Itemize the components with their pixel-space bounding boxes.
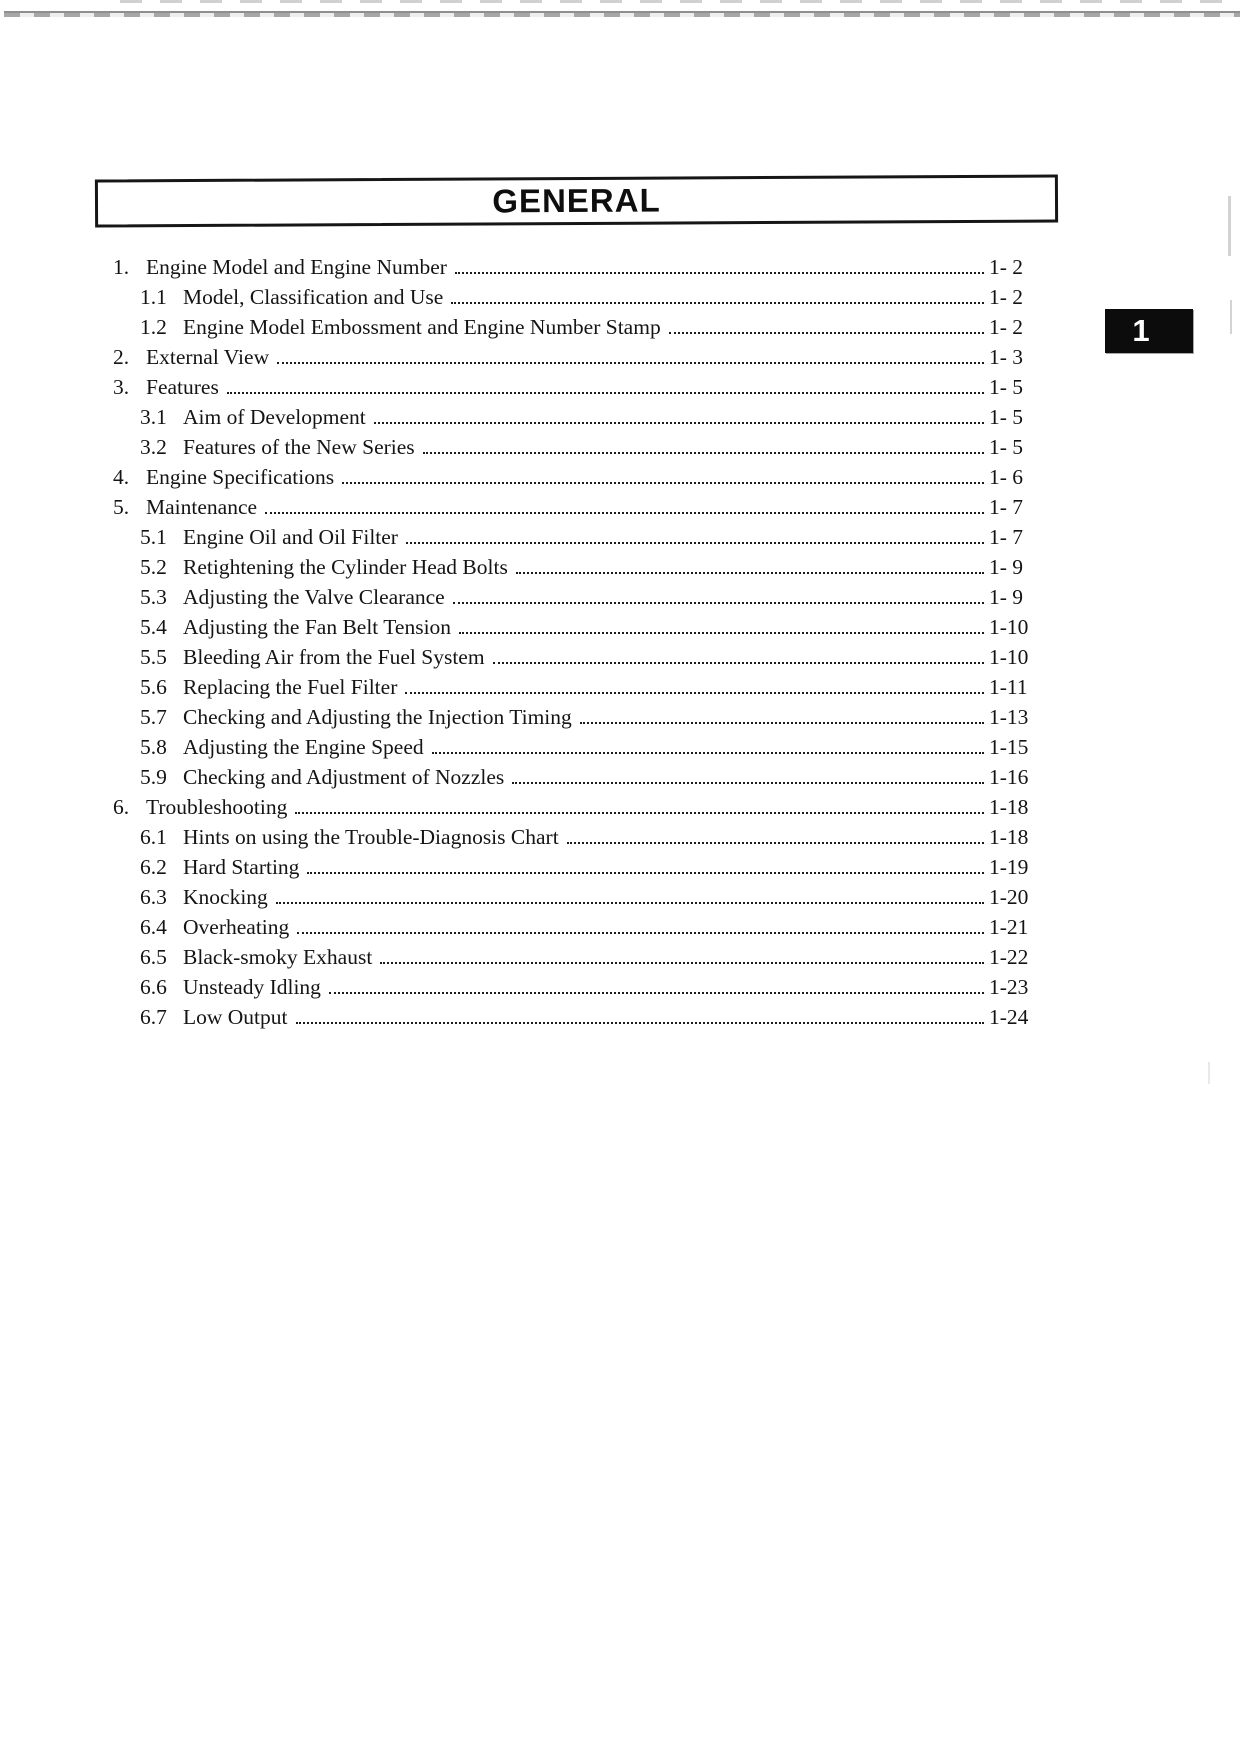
toc-entry-page: 1-10 <box>989 645 1029 669</box>
dot-leader-icon <box>459 630 984 634</box>
toc-entry-title: Maintenance <box>146 495 258 519</box>
toc-entry-page: 1-21 <box>989 915 1029 939</box>
dot-leader-icon <box>295 810 984 814</box>
toc-entry-page: 1-10 <box>989 615 1029 639</box>
toc-entry-page: 1- 2 <box>989 315 1024 339</box>
toc-entry-title: Adjusting the Fan Belt Tension <box>183 615 452 639</box>
dot-leader-icon <box>405 690 984 694</box>
toc-entry <box>113 282 1045 312</box>
dot-leader-icon <box>374 420 984 424</box>
toc-entry <box>113 402 1045 432</box>
toc-entry <box>113 312 1045 342</box>
dot-leader-icon <box>423 450 984 454</box>
toc-entry-page: 1- 7 <box>989 495 1024 519</box>
scan-top-line <box>4 11 1240 17</box>
toc-entry-page: 1-23 <box>989 975 1029 999</box>
toc-entry-title: Features of the New Series <box>183 435 415 459</box>
scan-edge-artifact <box>120 0 1240 3</box>
toc-entry-number: 1. <box>113 255 130 279</box>
toc-entry-number: 1.1 <box>140 285 167 309</box>
toc-entry <box>113 612 1045 642</box>
toc-entry-title: Engine Model and Engine Number <box>146 255 447 279</box>
toc-entry-title: Model, Classification and Use <box>183 285 444 309</box>
toc-entry-page: 1- 3 <box>989 345 1024 369</box>
toc-entry-number: 6.6 <box>140 975 167 999</box>
toc-entry <box>113 1002 1045 1032</box>
toc-entry-page: 1- 6 <box>989 465 1024 489</box>
toc-entry <box>113 972 1045 1002</box>
toc-entry-number: 6.2 <box>140 855 167 879</box>
toc-entry-number: 5.3 <box>140 585 167 609</box>
toc-entry-title: Engine Model Embossment and Engine Number Stamp <box>183 315 661 339</box>
dot-leader-icon <box>342 480 984 484</box>
toc-entry-title: Troubleshooting <box>146 795 288 819</box>
dot-leader-icon <box>276 900 984 904</box>
dot-leader-icon <box>380 960 984 964</box>
toc-entry <box>113 372 1045 402</box>
toc-entry-title: Black-smoky Exhaust <box>183 945 373 969</box>
toc-entry-title: Knocking <box>183 885 268 909</box>
toc-entry-number: 5.9 <box>140 765 167 789</box>
dot-leader-icon <box>265 510 984 514</box>
toc-entry-number: 5.5 <box>140 645 167 669</box>
toc-entry <box>113 792 1045 822</box>
dot-leader-icon <box>493 660 984 664</box>
dot-leader-icon <box>453 600 984 604</box>
toc-entry <box>113 582 1045 612</box>
toc-entry-title: Features <box>146 375 219 399</box>
toc-entry-number: 4. <box>113 465 130 489</box>
scan-speck <box>1230 300 1232 334</box>
toc-entry-page: 1-16 <box>989 765 1029 789</box>
toc-entry-page: 1-20 <box>989 885 1029 909</box>
toc-entry-title: External View <box>146 345 270 369</box>
toc-entry-page: 1-24 <box>989 1005 1029 1029</box>
toc-entry-page: 1- 2 <box>989 255 1024 279</box>
toc-entry <box>113 432 1045 462</box>
dot-leader-icon <box>451 300 984 304</box>
toc-entry-page: 1- 5 <box>989 375 1024 399</box>
toc-entry-title: Bleeding Air from the Fuel System <box>183 645 485 669</box>
dot-leader-icon <box>512 780 984 784</box>
table-of-contents <box>113 252 1045 1032</box>
dot-leader-icon <box>227 390 984 394</box>
toc-entry-page: 1-19 <box>989 855 1029 879</box>
dot-leader-icon <box>296 1020 984 1024</box>
toc-entry-number: 6.5 <box>140 945 167 969</box>
toc-entry-title: Engine Specifications <box>146 465 335 489</box>
toc-entry-page: 1-22 <box>989 945 1029 969</box>
toc-entry <box>113 942 1045 972</box>
toc-entry-number: 2. <box>113 345 130 369</box>
toc-entry-number: 6.3 <box>140 885 167 909</box>
toc-entry-number: 3. <box>113 375 130 399</box>
toc-entry-page: 1-13 <box>989 705 1029 729</box>
toc-entry-page: 1-11 <box>989 675 1028 699</box>
toc-entry-page: 1-18 <box>989 825 1029 849</box>
toc-entry-title: Aim of Development <box>183 405 366 429</box>
toc-entry-title: Retightening the Cylinder Head Bolts <box>183 555 508 579</box>
dot-leader-icon <box>329 990 984 994</box>
toc-entry-page: 1- 5 <box>989 405 1024 429</box>
toc-entry-number: 6.1 <box>140 825 167 849</box>
toc-entry-number: 6.4 <box>140 915 167 939</box>
dot-leader-icon <box>406 540 984 544</box>
toc-entry <box>113 702 1045 732</box>
toc-entry <box>113 762 1045 792</box>
toc-entry-title: Engine Oil and Oil Filter <box>183 525 398 549</box>
toc-entry <box>113 552 1045 582</box>
toc-entry <box>113 822 1045 852</box>
scan-speck <box>1228 196 1231 256</box>
toc-entry-number: 5.4 <box>140 615 167 639</box>
section-title: GENERAL <box>492 181 661 220</box>
toc-entry-number: 3.2 <box>140 435 167 459</box>
toc-entry-number: 5.2 <box>140 555 167 579</box>
toc-entry-title: Hints on using the Trouble-Diagnosis Chart <box>183 825 559 849</box>
toc-entry-title: Checking and Adjustment of Nozzles <box>183 765 505 789</box>
dot-leader-icon <box>567 840 984 844</box>
toc-entry-title: Unsteady Idling <box>183 975 321 999</box>
toc-entry-title: Adjusting the Engine Speed <box>183 735 424 759</box>
toc-entry-number: 5.8 <box>140 735 167 759</box>
toc-entry-number: 3.1 <box>140 405 167 429</box>
toc-entry <box>113 732 1045 762</box>
toc-entry-title: Overheating <box>183 915 290 939</box>
toc-entry-title: Hard Starting <box>183 855 300 879</box>
toc-entry-page: 1-15 <box>989 735 1029 759</box>
toc-entry-number: 5.1 <box>140 525 167 549</box>
scan-speck <box>1208 1062 1210 1084</box>
toc-entry-title: Low Output <box>183 1005 288 1029</box>
toc-entry-number: 5.6 <box>140 675 167 699</box>
dot-leader-icon <box>307 870 984 874</box>
dot-leader-icon <box>669 330 984 334</box>
dot-leader-icon <box>277 360 984 364</box>
section-title-box <box>95 174 1058 227</box>
toc-entry-page: 1-18 <box>989 795 1029 819</box>
toc-entry-page: 1- 9 <box>989 585 1024 609</box>
toc-entry-page: 1- 7 <box>989 525 1024 549</box>
toc-entry-number: 6.7 <box>140 1005 167 1029</box>
toc-entry-number: 5.7 <box>140 705 167 729</box>
toc-entry-page: 1- 5 <box>989 435 1024 459</box>
toc-entry <box>113 462 1045 492</box>
toc-entry <box>113 882 1045 912</box>
dot-leader-icon <box>580 720 984 724</box>
dot-leader-icon <box>516 570 984 574</box>
toc-entry-number: 5. <box>113 495 130 519</box>
toc-entry <box>113 342 1045 372</box>
toc-entry-title: Adjusting the Valve Clearance <box>183 585 445 609</box>
toc-entry-page: 1- 2 <box>989 285 1024 309</box>
toc-entry <box>113 852 1045 882</box>
toc-entry-page: 1- 9 <box>989 555 1024 579</box>
toc-entry <box>113 912 1045 942</box>
toc-entry <box>113 642 1045 672</box>
dot-leader-icon <box>455 270 984 274</box>
toc-entry-number: 1.2 <box>140 315 167 339</box>
toc-entry-number: 6. <box>113 795 130 819</box>
toc-entry <box>113 522 1045 552</box>
dot-leader-icon <box>432 750 984 754</box>
toc-entry <box>113 672 1045 702</box>
toc-entry-title: Checking and Adjusting the Injection Timing <box>183 705 572 729</box>
toc-entry <box>113 252 1045 282</box>
toc-entry <box>113 492 1045 522</box>
chapter-tab <box>1105 309 1193 353</box>
dot-leader-icon <box>297 930 984 934</box>
toc-entry-title: Replacing the Fuel Filter <box>183 675 398 699</box>
chapter-tab-number: 1 <box>1132 313 1150 348</box>
